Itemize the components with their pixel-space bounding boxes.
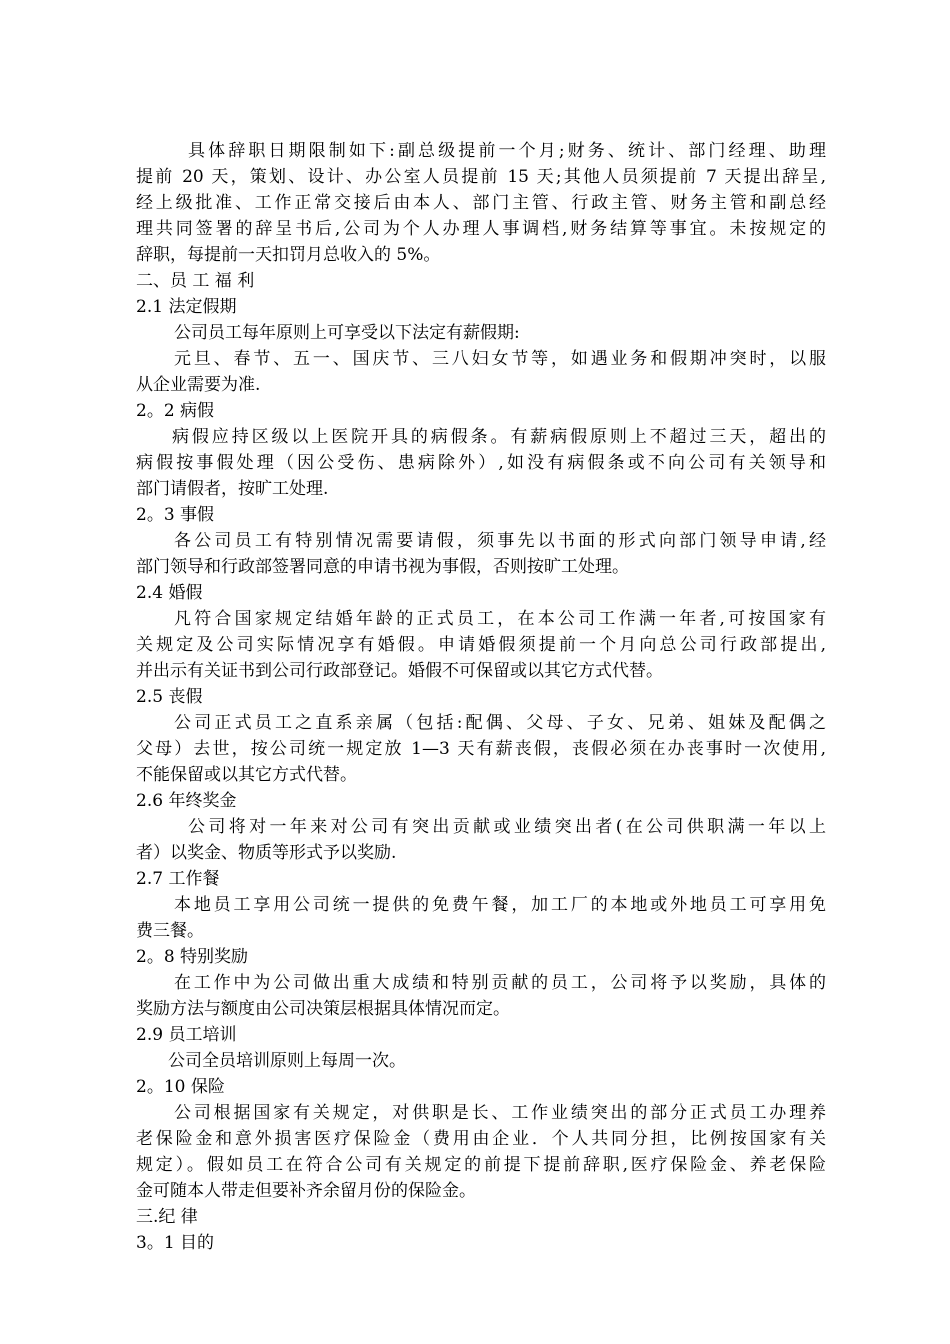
paragraph-line: 费三餐。 xyxy=(136,921,204,941)
paragraph-line: 公司全员培训原则上每周一次。 xyxy=(168,1051,406,1071)
subsection-heading: 2.1 法定假期 xyxy=(136,297,237,317)
subsection-heading: 2.4 婚假 xyxy=(136,583,203,603)
subsection-heading: 2.5 丧假 xyxy=(136,687,203,707)
paragraph-line: 从企业需要为准. xyxy=(136,375,261,395)
paragraph-line: 辞职，每提前一天扣罚月总收入的 5%。 xyxy=(136,245,441,265)
subsection-heading: 2。10 保险 xyxy=(136,1077,225,1097)
paragraph-line: 具体辞职日期限制如下:副总级提前一个月;财务、统计、部门经理、助理 xyxy=(188,141,826,161)
section-heading: 三.纪 律 xyxy=(136,1207,198,1227)
paragraph-line: 公司正式员工之直系亲属（包括:配偶、父母、子女、兄弟、姐妹及配偶之 xyxy=(174,713,826,733)
paragraph-line: 部门领导和行政部签署同意的申请书视为事假，否则按旷工处理。 xyxy=(136,557,629,577)
paragraph-line: 在工作中为公司做出重大成绩和特别贡献的员工，公司将予以奖励，具体的 xyxy=(174,973,826,993)
paragraph-line: 公司将对一年来对公司有突出贡献或业绩突出者(在公司供职满一年以上 xyxy=(188,817,826,837)
paragraph-line: 规定）。假如员工在符合公司有关规定的前提下提前辞职,医疗保险金、养老保险 xyxy=(136,1155,826,1175)
paragraph-line: 凡符合国家规定结婚年龄的正式员工，在本公司工作满一年者,可按国家有 xyxy=(174,609,826,629)
section-heading: 二、员 工 福 利 xyxy=(136,271,255,291)
paragraph-line: 提前 20 天，策划、设计、办公室人员提前 15 天;其他人员须提前 7 天提出辞呈, xyxy=(136,167,826,187)
paragraph-line: 不能保留或以其它方式代替。 xyxy=(136,765,357,785)
document-body xyxy=(136,138,826,1256)
subsection-heading: 2.6 年终奖金 xyxy=(136,791,237,811)
paragraph-line: 并出示有关证书到公司行政部登记。婚假不可保留或以其它方式代替。 xyxy=(136,661,663,681)
subsection-heading: 2.9 员工培训 xyxy=(136,1025,237,1045)
subsection-heading: 2。8 特别奖励 xyxy=(136,947,249,967)
paragraph-line: 公司员工每年原则上可享受以下法定有薪假期: xyxy=(174,323,520,343)
paragraph-line: 本地员工享用公司统一提供的免费午餐，加工厂的本地或外地员工可享用免 xyxy=(174,895,826,915)
paragraph-line: 部门请假者，按旷工处理. xyxy=(136,479,329,499)
paragraph-line: 公司根据国家有关规定，对供职是长、工作业绩突出的部分正式员工办理养 xyxy=(174,1103,826,1123)
paragraph-line: 关规定及公司实际情况享有婚假。申请婚假须提前一个月向总公司行政部提出, xyxy=(136,635,826,655)
subsection-heading: 2。3 事假 xyxy=(136,505,215,525)
paragraph-line: 理共同签署的辞呈书后,公司为个人办理人事调档,财务结算等事宜。未按规定的 xyxy=(136,219,826,239)
paragraph-line: 经上级批准、工作正常交接后由本人、部门主管、行政主管、财务主管和副总经 xyxy=(136,193,826,213)
paragraph-line: 各公司员工有特别情况需要请假，须事先以书面的形式向部门领导申请,经 xyxy=(174,531,826,551)
paragraph-line: 金可随本人带走但要补齐余留月份的保险金。 xyxy=(136,1181,476,1201)
subsection-heading: 3。1 目的 xyxy=(136,1233,215,1253)
paragraph-line: 老保险金和意外损害医疗保险金（费用由企业．个人共同分担，比例按国家有关 xyxy=(136,1129,826,1149)
paragraph-line: 病假应持区级以上医院开具的病假条。有薪病假原则上不超过三天，超出的 xyxy=(172,427,826,447)
paragraph-line: 者）以奖金、物质等形式予以奖励. xyxy=(136,843,397,863)
paragraph-line: 父母）去世，按公司统一规定放 1—3 天有薪丧假，丧假必须在办丧事时一次使用, xyxy=(136,739,826,759)
paragraph-line: 奖励方法与额度由公司决策层根据具体情况而定。 xyxy=(136,999,510,1019)
subsection-heading: 2。2 病假 xyxy=(136,401,215,421)
subsection-heading: 2.7 工作餐 xyxy=(136,869,220,889)
paragraph-line: 病假按事假处理（因公受伤、患病除外）,如没有病假条或不向公司有关领导和 xyxy=(136,453,826,473)
paragraph-line: 元旦、春节、五一、国庆节、三八妇女节等，如遇业务和假期冲突时，以服 xyxy=(174,349,826,369)
